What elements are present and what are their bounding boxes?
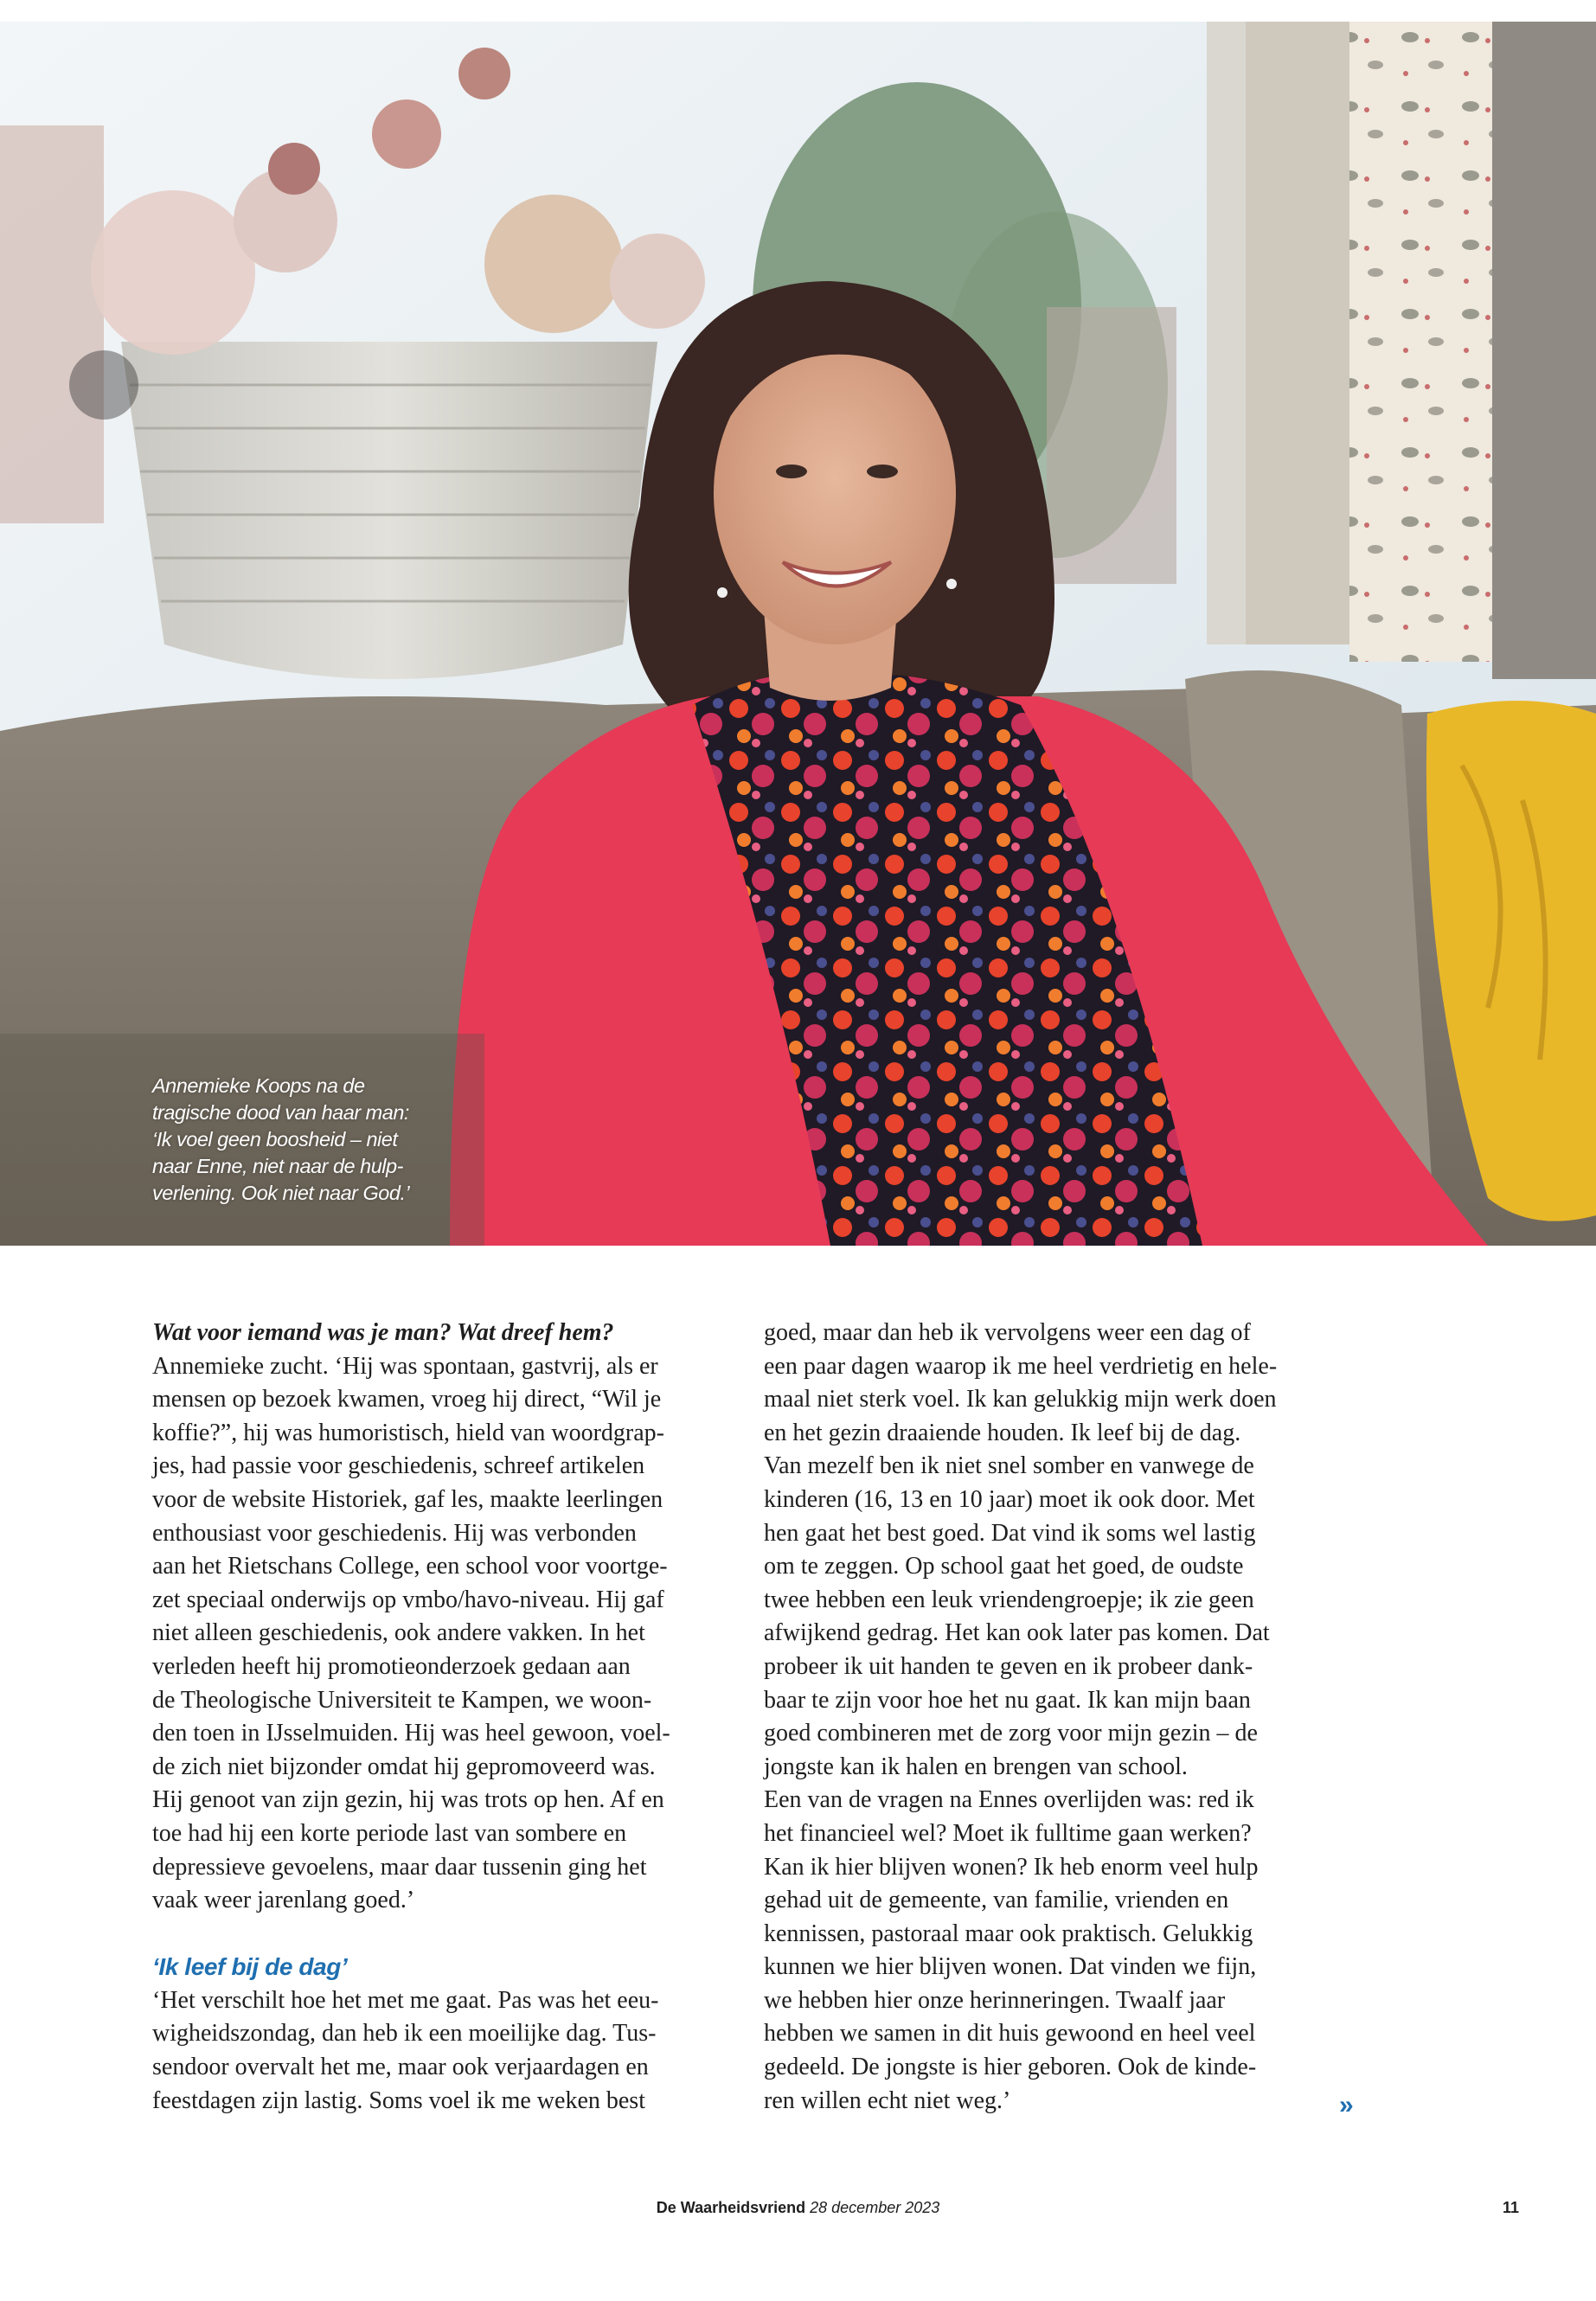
caption-line: naar Enne, niet naar de hulp- [152,1155,403,1177]
caption-line: Annemieke Koops na de [152,1074,365,1097]
article-column-left [152,1317,715,2118]
text-line: koffie?”, hij was humoristisch, hield van woordgrap- [152,1419,665,1446]
text-line: ren willen echt niet weg.’ [764,2086,1011,2114]
text-line: kinderen (16, 13 en 10 jaar) moet ik ook door. Met [764,1485,1255,1513]
text-line: afwijkend gedrag. Het kan ook later pas komen. Dat [764,1619,1270,1647]
publication-name: De Waarheidsvriend [656,2199,806,2216]
text-line: voor de website Historiek, gaf les, maakte leerlingen [152,1485,663,1513]
issue-date: 28 december 2023 [810,2199,940,2216]
text-line: baar te zijn voor hoe het nu gaat. Ik kan mijn baan [764,1686,1251,1714]
text-line: en het gezin draaiende houden. Ik leef bij de dag. [764,1419,1241,1446]
caption-line: tragische dood van haar man: [152,1101,409,1124]
text-line: goed combineren met de zorg voor mijn gezin – de [764,1720,1258,1747]
text-line: we hebben hier onze herinneringen. Twaalf jaar [764,1986,1226,2014]
text-line: vaak weer jarenlang goed.’ [152,1887,415,1914]
text-line: den toen in IJsselmuiden. Hij was heel gewoon, voel- [152,1720,670,1747]
text-line: ‘Het verschilt hoe het met me gaat. Pas was het eeu- [152,1986,659,2014]
text-line: goed, maar dan heb ik vervolgens weer een dag of [764,1319,1251,1346]
section-paragraph [152,1984,715,2118]
caption-line: ‘Ik voel geen boosheid – niet [152,1128,398,1150]
continue-arrow-icon: » [1339,2091,1354,2119]
text-line: gehad uit de gemeente, van familie, vrienden en [764,1887,1229,1914]
text-line: aan het Rietschans College, een school voor voortge- [152,1553,668,1580]
photo-caption [152,1073,412,1207]
text-line: depressieve gevoelens, maar daar tussenin ging het [152,1853,647,1881]
text-line: de Theologische Universiteit te Kampen, we woon- [152,1686,652,1714]
text-line: jongste kan ik halen en brengen van school. [764,1753,1188,1780]
text-line: kunnen we hier blijven wonen. Dat vinden we fijn, [764,1953,1257,1981]
text-line: Kan ik hier blijven wonen? Ik heb enorm veel hulp [764,1853,1259,1881]
text-line: maal niet sterk voel. Ik kan gelukkig mijn werk doen [764,1386,1277,1413]
text-line: niet alleen geschiedenis, ook andere vakken. In het [152,1619,645,1647]
text-line: hen gaat het best goed. Dat vind ik soms wel lastig [764,1519,1256,1547]
text-line: jes, had passie voor geschiedenis, schreef artikelen [152,1452,645,1480]
text-line: wigheidszondag, dan heb ik een moeilijke dag. Tus- [152,2020,657,2048]
text-line: Van mezelf ben ik niet snel somber en vanwege de [764,1452,1254,1480]
text-line: kennissen, pastoraal maar ook praktisch. Gelukkig [764,1920,1253,1947]
text-line: hebben we samen in dit huis gewoond en heel veel [764,2020,1256,2048]
text-line: gedeeld. De jongste is hier geboren. Ook de kinde- [764,2054,1257,2081]
text-line: mensen op bezoek kwamen, vroeg hij direct, “Wil je [152,1386,662,1413]
text-line: twee hebben een leuk vriendengroepje; ik zie geen [764,1586,1254,1613]
text-line: sendoor overvalt het me, maar ook verjaardagen en [152,2054,649,2081]
text-line: zet speciaal onderwijs op vmbo/havo-niveau. Hij gaf [152,1586,664,1613]
text-line: toe had hij een korte periode last van sombere en [152,1819,627,1847]
interview-question: Wat voor iemand was je man? Wat dreef hem? [152,1319,614,1346]
text-line: probeer ik uit handen te geven en ik probeer dank- [764,1652,1253,1680]
text-line: de zich niet bijzonder omdat hij gepromoveerd was. [152,1753,656,1780]
text-line: Annemieke zucht. ‘Hij was spontaan, gastvrij, als er [152,1352,658,1380]
subheading: ‘Ik leef bij de dag’ [152,1953,348,1981]
article-column-right [764,1317,1335,2118]
answer-paragraph [152,1350,715,1918]
text-line: Hij genoot van zijn gezin, hij was trots op hen. Af en [152,1786,664,1814]
text-line: Een van de vragen na Ennes overlijden was: red ik [764,1786,1254,1814]
text-line: het financieel wel? Moet ik fulltime gaan werken? [764,1819,1252,1847]
paragraph-gap [152,1918,715,1952]
text-line: een paar dagen waarop ik me heel verdrietig en hele- [764,1352,1278,1380]
text-line: verleden heeft hij promotieonderzoek gedaan aan [152,1652,631,1680]
caption-line: verlening. Ook niet naar God.’ [152,1182,410,1204]
page-number: 11 [1503,2199,1520,2216]
text-line: om te zeggen. Op school gaat het goed, de oudste [764,1553,1244,1580]
text-line: feestdagen zijn lastig. Soms voel ik me weken best [152,2086,645,2114]
portrait-photo [0,22,1596,1246]
footer-credit [0,2199,1596,2217]
text-line: enthousiast voor geschiedenis. Hij was verbonden [152,1519,637,1547]
